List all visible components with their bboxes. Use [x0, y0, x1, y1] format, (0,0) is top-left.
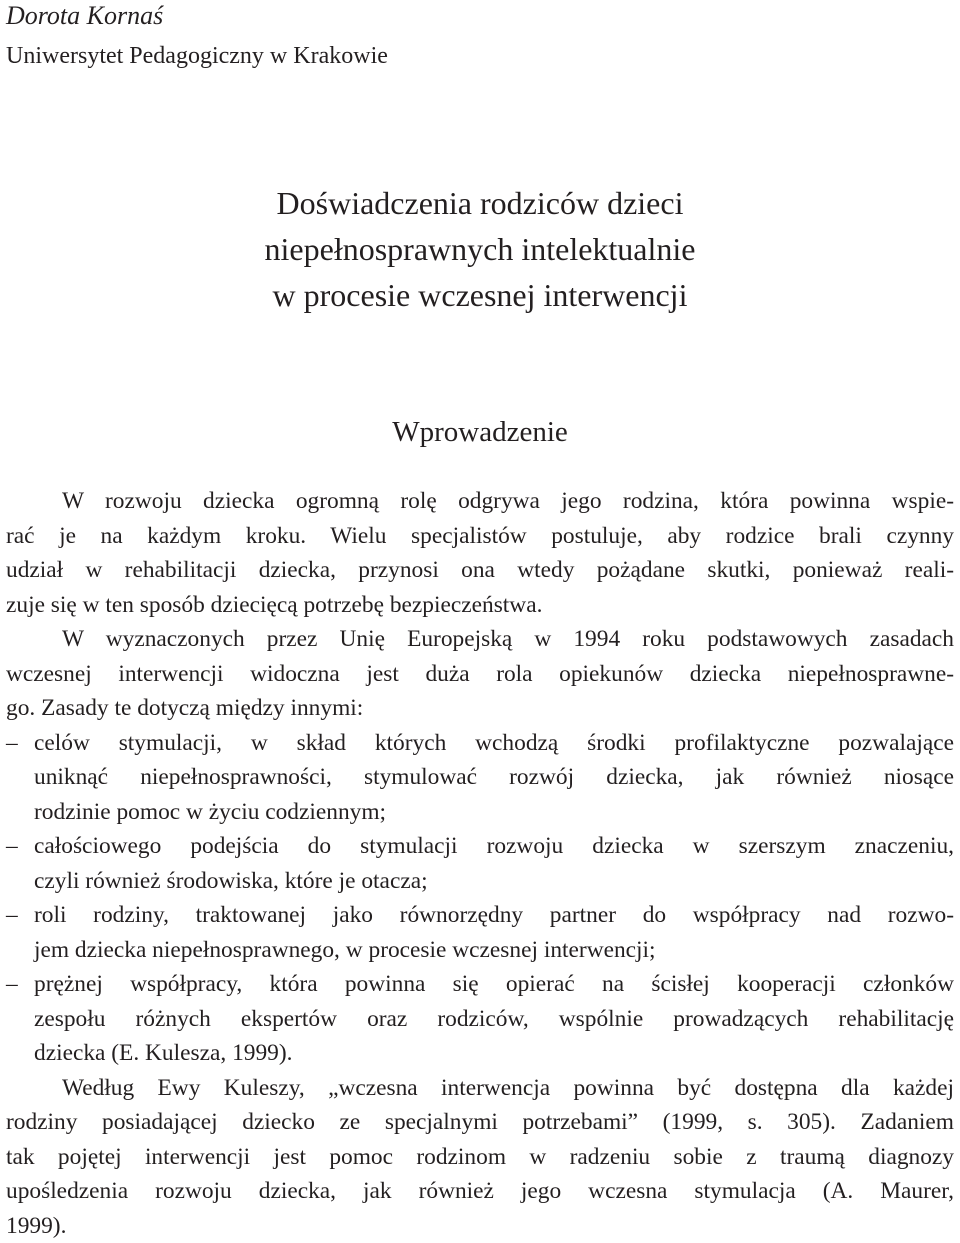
body-line-text: czyli również środowiska, które je otacza;: [34, 868, 428, 894]
body-line: [6, 829, 954, 864]
body-text: [6, 484, 954, 1243]
body-line-text: tak pojętej interwencji jest pomoc rodzinom w radzeniu sobie z traumą diagnozy: [6, 1140, 954, 1175]
body-line-text: prężnej współpracy, która powinna się opierać na ścisłej kooperacji członków: [34, 967, 954, 1002]
body-line: [6, 519, 954, 554]
body-line-text: celów stymulacji, w skład których wchodzą środki profilaktyczne pozwalające: [34, 726, 954, 761]
body-line: [6, 898, 954, 933]
list-dash: –: [6, 898, 18, 933]
body-line-text: rodziny posiadającej dziecko ze specjalnymi potrzebami” (1999, s. 305). Zadaniem: [6, 1105, 954, 1140]
body-line: [6, 726, 954, 761]
article-title-line: w procesie wczesnej interwencji: [0, 272, 960, 318]
body-line-text: jem dziecka niepełnosprawnego, w procesie wczesnej interwencji;: [34, 937, 656, 963]
body-line: [6, 967, 954, 1002]
body-line-text: zuje się w ten sposób dziecięcą potrzebę bezpieczeństwa.: [6, 592, 542, 618]
body-line: [6, 933, 954, 968]
body-line: [6, 484, 954, 519]
body-line-text: go. Zasady te dotyczą między innymi:: [6, 695, 363, 721]
body-line: [6, 553, 954, 588]
body-line-text: uniknąć niepełnosprawności, stymulować rozwój dziecka, jak również niosące: [34, 760, 954, 795]
body-line: [6, 1036, 954, 1071]
body-line-text: Według Ewy Kuleszy, „wczesna interwencja powinna być dostępna dla każdej: [62, 1071, 954, 1106]
body-line: [6, 1209, 954, 1243]
article-title-line: niepełnosprawnych intelektualnie: [0, 226, 960, 272]
body-line-text: zespołu różnych ekspertów oraz rodziców, wspólnie prowadzących rehabilitację: [34, 1002, 954, 1037]
body-line: [6, 622, 954, 657]
body-line-text: całościowego podejścia do stymulacji rozwoju dziecka w szerszym znaczeniu,: [34, 829, 954, 864]
body-line-text: udział w rehabilitacji dziecka, przynosi ona wtedy pożądane skutki, ponieważ reali-: [6, 553, 954, 588]
body-line-text: 1999).: [6, 1213, 66, 1239]
body-line-text: rać je na każdym kroku. Wielu specjalistów postuluje, aby rodzice brali czynny: [6, 519, 954, 554]
body-line: [6, 760, 954, 795]
body-line: [6, 657, 954, 692]
author-affiliation: Uniwersytet Pedagogiczny w Krakowie: [6, 40, 388, 72]
body-line: [6, 1105, 954, 1140]
body-line-text: rodzinie pomoc w życiu codziennym;: [34, 799, 386, 825]
list-dash: –: [6, 829, 18, 864]
body-line-text: wczesnej interwencji widoczna jest duża rola opiekunów dziecka niepełnosprawne-: [6, 657, 954, 692]
list-dash: –: [6, 967, 18, 1002]
article-title-line: Doświadczenia rodziców dzieci: [0, 180, 960, 226]
body-line-text: W rozwoju dziecka ogromną rolę odgrywa jego rodzina, która powinna wspie-: [62, 484, 954, 519]
body-line: [6, 691, 954, 726]
body-line: [6, 1071, 954, 1106]
body-line-text: W wyznaczonych przez Unię Europejską w 1994 roku podstawowych zasadach: [62, 622, 954, 657]
body-line-text: upośledzenia rozwoju dziecka, jak również jego wczesna stymulacja (A. Maurer,: [6, 1174, 954, 1209]
body-line: [6, 1174, 954, 1209]
author-name: Dorota Kornaś: [6, 0, 163, 32]
body-line: [6, 588, 954, 623]
body-line: [6, 795, 954, 830]
body-line: [6, 1140, 954, 1175]
body-line: [6, 1002, 954, 1037]
body-line-text: dziecka (E. Kulesza, 1999).: [34, 1040, 293, 1066]
list-dash: –: [6, 726, 18, 761]
body-line-text: roli rodziny, traktowanej jako równorzędny partner do współpracy nad rozwo-: [34, 898, 954, 933]
article-title: [0, 180, 960, 318]
section-heading: Wprowadzenie: [0, 412, 960, 452]
body-line: [6, 864, 954, 899]
